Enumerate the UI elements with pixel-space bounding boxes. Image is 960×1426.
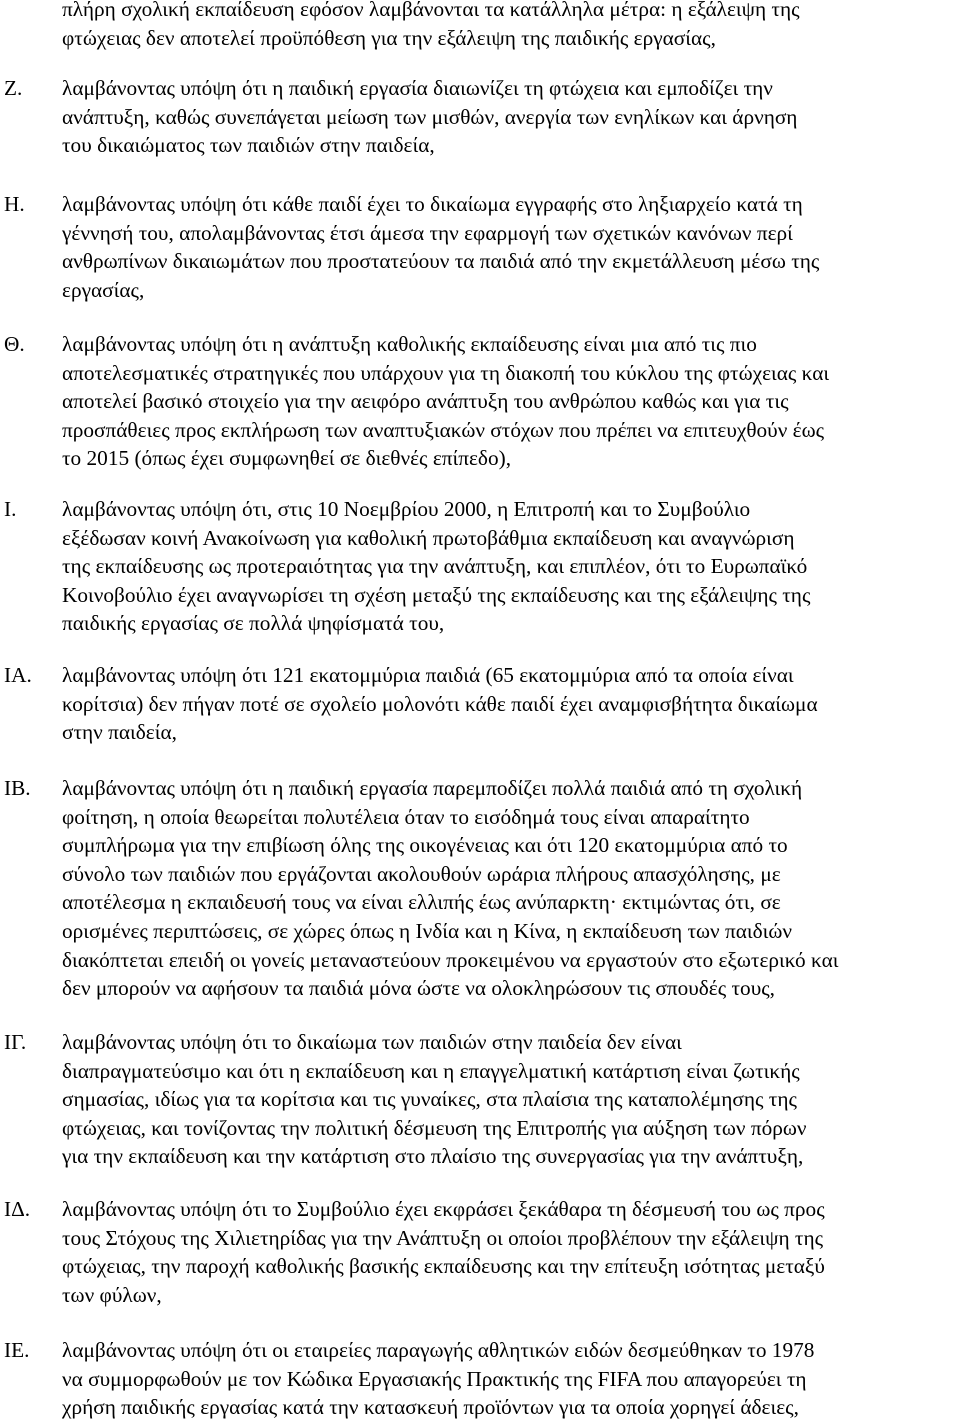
text-line: χρήση παιδικής εργασίας κατά την κατασκευή προϊόντων για τα οποία χορηγεί άδειες, [62,1395,799,1420]
text-line: του δικαιώματος των παιδιών στην παιδεία, [62,133,435,158]
text-line: ανθρωπίνων δικαιωμάτων που προστατεύουν τα παιδιά από την εκμετάλλευση μέσω της [62,249,820,274]
clause-text [62,661,960,747]
text-line: λαμβάνοντας υπόψη ότι, στις 10 Νοεμβρίου 2000, η Επιτροπή και το Συμβούλιο [62,497,751,521]
clause-label: ΙΑ. [4,663,32,687]
text-line: γέννησή του, απολαμβάνοντας έτσι άμεσα την εφαρμογή των σχετικών κανόνων περί [62,220,793,245]
text-line: αποτέλεσμα η εκπαιδευσή τους να είναι ελλιπής έως ανύπαρκτη· εκτιμώντας ότι, σε [62,890,781,915]
text-line: Κοινοβούλιο έχει αναγνωρίσει τη σχέση μεταξύ της εκπαίδευσης και της εξάλειψης της [62,582,811,607]
text-line: λαμβάνοντας υπόψη ότι η παιδική εργασία παρεμποδίζει πολλά παιδιά από τη σχολική [62,776,803,800]
text-line: το 2015 (όπως έχει συμφωνηθεί σε διεθνές επίπεδο), [62,446,512,471]
text-line: πλήρη σχολική εκπαίδευση εφόσον λαμβάνονται τα κατάλληλα μέτρα: η εξάλειψη της [62,0,800,21]
text-line: διαπραγματεύσιμο και ότι η εκπαίδευση και η επαγγελματική κατάρτιση είναι ζωτικής [62,1058,800,1083]
text-line: εξέδωσαν κοινή Ανακοίνωση για καθολική πρωτοβάθμια εκπαίδευση και αναγνώριση [62,525,795,550]
clause-label: ΙΓ. [4,1030,27,1054]
text-line: σύνολο των παιδιών που εργάζονται ακολουθούν ωράρια πλήρους απασχόλησης, με [62,861,781,886]
clause-text [62,190,960,304]
text-line: της εκπαίδευσης ως προτεραιότητας για την ανάπτυξη, και επιπλέον, ότι το Ευρωπαϊκό [62,554,808,579]
text-line: για την εκπαίδευση και την κατάρτιση στο πλαίσιο της συνεργασίας για την ανάπτυξη, [62,1144,804,1169]
text-line: συμπλήρωμα για την επιβίωση όλης της οικογένειας και ότι 120 εκατομμύρια από το [62,833,788,858]
text-line: στην παιδεία, [62,720,177,745]
text-line: αποτελεί βασικό στοιχείο για την αειφόρο ανάπτυξη του ανθρώπου καθώς και για τις [62,389,789,414]
text-line: φτώχειας, την παροχή καθολικής βασικής εκπαίδευσης και την επίτευξη ισότητας μεταξύ [62,1254,825,1279]
clause-text [62,1028,960,1171]
text-line: λαμβάνοντας υπόψη ότι κάθε παιδί έχει το δικαίωμα εγγραφής στο ληξιαρχείο κατά τη [62,192,803,216]
clause-label: ΙΔ. [4,1197,31,1221]
text-line: σημασίας, ιδίως για τα κορίτσια και τις γυναίκες, στα πλαίσια της καταπολέμησης της [62,1087,797,1112]
clause-label: Ι. [4,497,17,521]
clause-text [62,74,960,160]
text-line: αποτελεσματικές στρατηγικές που υπάρχουν για τη διακοπή του κύκλου της φτώχειας και [62,360,830,385]
clause-text [62,774,960,1003]
text-line: λαμβάνοντας υπόψη ότι το δικαίωμα των παιδιών στην παιδεία δεν είναι [62,1030,682,1054]
clause-label: Θ. [4,332,25,356]
text-line: φτώχειας δεν αποτελεί προϋπόθεση για την εξάλειψη της παιδικής εργασίας, [62,25,716,50]
text-line: λαμβάνοντας υπόψη ότι 121 εκατομμύρια παιδιά (65 εκατομμύρια από τα οποία είναι [62,663,794,687]
text-line: φοίτηση, η οποία θεωρείται πολυτέλεια όταν το εισόδημά τους είναι απαραίτητο [62,804,750,829]
text-line: λαμβάνοντας υπόψη ότι οι εταιρείες παραγωγής αθλητικών ειδών δεσμεύθηκαν το 1978 [62,1338,815,1362]
text-line: παιδικής εργασίας σε πολλά ψηφίσματά του, [62,611,445,636]
clause-text [62,330,960,473]
text-line: διακόπτεται επειδή οι γονείς μεταναστεύουν προκειμένου να εργαστούν στο εξωτερικό και [62,947,839,972]
text-line: φτώχειας, και τονίζοντας την πολιτική δέσμευση της Επιτροπής για αύξηση των πόρων [62,1115,807,1140]
text-line: προσπάθειες προς εκπλήρωση των αναπτυξιακών στόχων που πρέπει να επιτευχθούν έως [62,417,825,442]
paragraph-text [62,0,960,52]
text-line: ανάπτυξη, καθώς συνεπάγεται μείωση των μισθών, ανεργία των ενηλίκων και άρνηση [62,104,798,129]
clause-label: ΙΕ. [4,1338,30,1362]
text-line: να συμμορφωθούν με τον Κώδικα Εργασιακής Πρακτικής της FIFA που απαγορεύει τη [62,1366,807,1391]
text-line: εργασίας, [62,277,145,302]
text-line: κορίτσια) δεν πήγαν ποτέ σε σχολείο μολονότι κάθε παιδί έχει αναμφισβήτητα δικαίωμα [62,691,818,716]
text-line: των φύλων, [62,1282,162,1307]
clause-text [62,1336,960,1422]
clause-label: ΙΒ. [4,776,31,800]
text-line: τους Στόχους της Χιλιετηρίδας για την Ανάπτυξη οι οποίοι προβλέπουν την εξάλειψη της [62,1225,824,1250]
text-line: ορισμένες περιπτώσεις, σε χώρες όπως η Ινδία και η Κίνα, η εκπαίδευση των παιδιών [62,918,793,943]
clause-label: Η. [4,192,25,216]
text-line: λαμβάνοντας υπόψη ότι το Συμβούλιο έχει εκφράσει ξεκάθαρα τη δέσμευσή του ως προς [62,1197,825,1221]
clause-label: Ζ. [4,76,23,100]
text-line: δεν μπορούν να αφήσουν τα παιδιά μόνα ώστε να ολοκληρώσουν τις σπουδές τους, [62,976,776,1001]
clause-text [62,495,960,638]
text-line: λαμβάνοντας υπόψη ότι η παιδική εργασία διαιωνίζει τη φτώχεια και εμποδίζει την [62,76,773,100]
text-line: λαμβάνοντας υπόψη ότι η ανάπτυξη καθολικής εκπαίδευσης είναι μια από τις πιο [62,332,757,356]
clause-text [62,1195,960,1309]
